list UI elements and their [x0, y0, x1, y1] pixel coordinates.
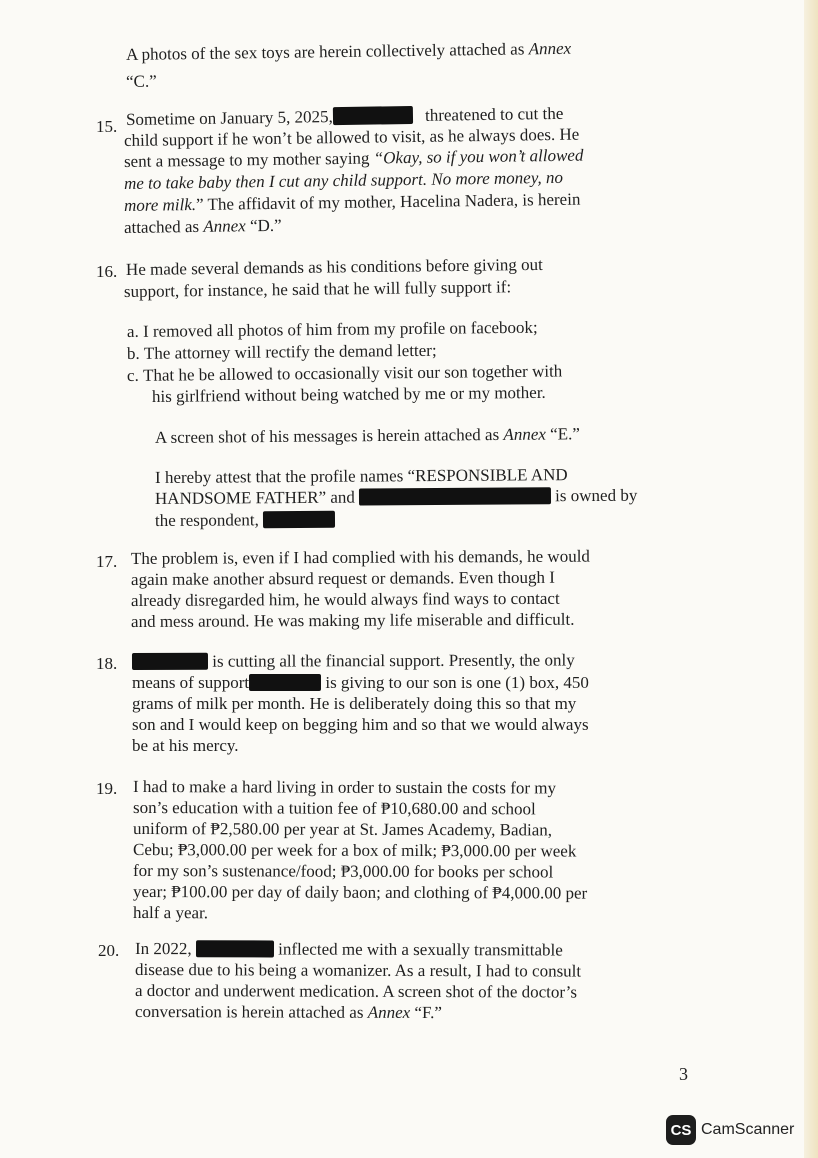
- p17-line-2: again make another absurd request or demands. Even though I: [130, 567, 555, 589]
- paragraph-16-number: 16.: [96, 262, 118, 281]
- camscanner-watermark: [666, 1115, 794, 1145]
- p18-line-5: be at his mercy.: [132, 736, 239, 755]
- p16-item-c-cont: his girlfriend without being watched by me or my mother.: [151, 382, 546, 406]
- p17-line-4: and mess around. He was making my life miserable and difficult.: [130, 609, 575, 631]
- p20-line-2: disease due to his being a womanizer. As a result, I had to consult: [134, 960, 582, 981]
- p18-line-2: means of support is giving to our son is one (1) box, 450: [132, 673, 589, 692]
- p16-item-a: a. I removed all photos of him from my profile on facebook;: [126, 317, 538, 341]
- p15-line-4: me to take baby then I cut any child support. No more money, no: [123, 167, 564, 193]
- p17-line-1: The problem is, even if I had complied with his demands, he would: [130, 546, 590, 568]
- annex-c-line-2: “C.”: [125, 71, 157, 91]
- p19-line-4: Cebu; ₱3,000.00 per week for a box of milk; ₱3,000.00 per week: [132, 840, 577, 861]
- p19-line-7: half a year.: [132, 903, 209, 923]
- paragraph-20-number: 20.: [98, 941, 120, 960]
- p19-line-6: year; ₱100.00 per day of daily baon; and clothing of ₱4,000.00 per: [132, 882, 588, 903]
- p15-line-6: attached as Annex “D.”: [123, 215, 282, 237]
- attest-line-3: the respondent,: [155, 510, 335, 531]
- p18-line-1: is cutting all the financial support. Presently, the only: [132, 650, 575, 672]
- page-edge-shadow: [804, 0, 818, 1158]
- p16-line-2: support, for instance, he said that he will fully support if:: [123, 277, 512, 301]
- p19-line-5: for my son’s sustenance/food; ₱3,000.00 for books per school: [132, 861, 554, 882]
- p19-line-1: I had to make a hard living in order to sustain the costs for my: [132, 777, 557, 798]
- p19-line-3: uniform of ₱2,580.00 per year at St. James Academy, Badian,: [132, 819, 553, 840]
- p15-line-1: Sometime on January 5, 2025, threatened to cut the: [125, 103, 564, 129]
- p18-line-4: son and I would keep on begging him and so that we would always: [132, 715, 589, 734]
- p19-line-2: son’s education with a tuition fee of ₱10,680.00 and school: [132, 798, 536, 819]
- redaction-bar: [132, 653, 208, 670]
- p20-line-3: a doctor and underwent medication. A screen shot of the doctor’s: [134, 981, 578, 1002]
- attest-line-1: I hereby attest that the profile names “RESPONSIBLE AND: [154, 465, 568, 487]
- page-number: 3: [679, 1064, 688, 1084]
- p16-item-b: b. The attorney will rectify the demand letter;: [126, 340, 437, 363]
- p15-line-5: more milk.” The affidavit of my mother, Hacelina Nadera, is herein: [123, 189, 581, 215]
- p18-line-3: grams of milk per month. He is deliberately doing this so that my: [132, 694, 577, 713]
- camscanner-label: CamScanner: [701, 1121, 795, 1138]
- annex-e-line: A screen shot of his messages is herein attached as Annex “E.”: [154, 424, 580, 447]
- p20-line-1: In 2022, inflected me with a sexually transmittable: [134, 939, 563, 960]
- camscanner-logo-icon: CS: [666, 1115, 696, 1145]
- p16-line-1: He made several demands as his conditions before giving out: [125, 254, 543, 279]
- p16-item-c: c. That he be allowed to occasionally visit our son together with: [126, 361, 563, 385]
- redaction-bar: [263, 511, 335, 529]
- redaction-bar: [359, 487, 551, 505]
- annex-c-line: A photos of the sex toys are herein collectively attached as Annex: [125, 38, 572, 64]
- p20-line-4: conversation is herein attached as Annex “F.”: [134, 1002, 442, 1023]
- p15-line-2: child support if he won’t be allowed to visit, as he always does. He: [123, 124, 580, 150]
- p15-line-3: sent a message to my mother saying “Okay, so if you won’t allowed: [123, 145, 584, 171]
- paragraph-17-number: 17.: [96, 552, 118, 571]
- redaction-bar: [249, 674, 321, 691]
- paragraph-15-number: 15.: [96, 117, 118, 136]
- paragraph-18-number: 18.: [96, 654, 118, 673]
- redaction-bar: [333, 106, 413, 125]
- redaction-bar: [196, 940, 274, 957]
- attest-line-2: HANDSOME FATHER” and is owned by: [154, 485, 638, 508]
- p17-line-3: already disregarded him, he would always find ways to contact: [130, 588, 560, 610]
- paragraph-19-number: 19.: [96, 779, 118, 798]
